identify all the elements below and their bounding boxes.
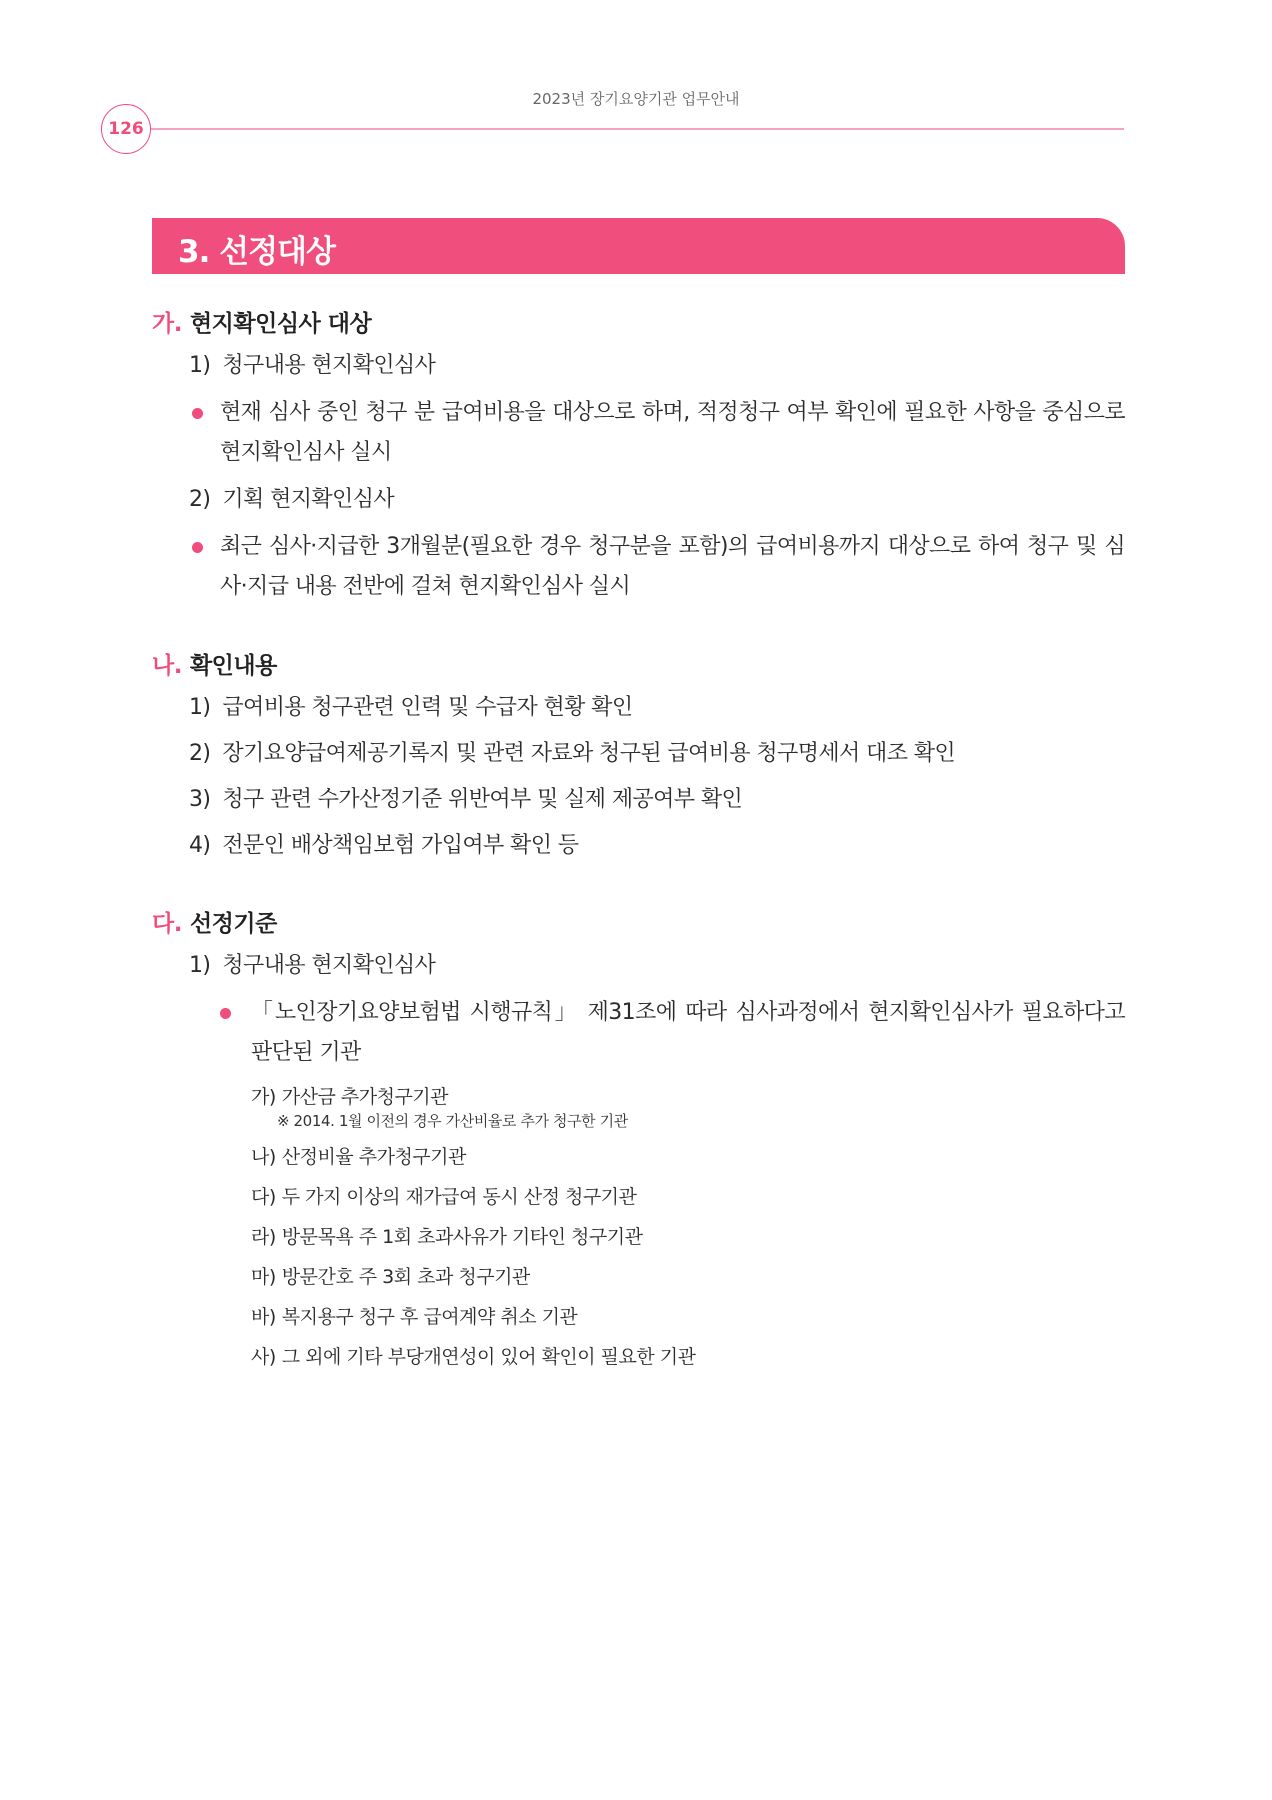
content [152, 305, 1125, 1377]
item-text: 청구내용 현지확인심사 [222, 353, 436, 378]
item-text: 기획 현지확인심사 [222, 487, 395, 512]
item-number: 4) [189, 833, 211, 858]
list-item [152, 477, 1125, 523]
item-text: 전문인 배상책임보험 가입여부 확인 등 [222, 833, 579, 858]
list-item [152, 943, 1125, 989]
sub-item-text: 방문간호 주 3회 초과 청구기관 [281, 1266, 530, 1288]
bullet-text: 최근 심사·지급한 3개월분(필요한 경우 청구분을 포함)의 급여비용까지 대상으로 하여 청구 및 심사·지급 내용 전반에 걸쳐 현지확인심사 실시 [220, 534, 1125, 599]
bullet-dot-icon [192, 542, 203, 553]
sub-item-id: 다) [251, 1186, 276, 1208]
item-number: 3) [189, 787, 211, 812]
list-item [152, 823, 1125, 869]
subsection-title: 확인내용 [189, 653, 277, 679]
note: ※ 2014. 1월 이전의 경우 가산비율로 추가 청구한 기관 [277, 1112, 628, 1130]
page-number-badge: 126 [101, 104, 151, 154]
bullet-text: 「노인장기요양보험법 시행규칙」 제31조에 따라 심사과정에서 현지확인심사가 필요하다고 판단된 기관 [251, 1000, 1125, 1065]
sub-item [152, 1337, 1125, 1377]
sub-item-id: 사) [251, 1346, 276, 1368]
subsection-heading-ga [152, 305, 1125, 343]
header-rule [150, 128, 1124, 130]
item-number: 1) [189, 953, 211, 978]
subsection-mark: 나. [152, 653, 182, 679]
sub-item-id: 나) [251, 1146, 276, 1168]
page-header-title: 2023년 장기요양기관 업무안내 [532, 90, 740, 108]
sub-item-text: 그 외에 기타 부당개연성이 있어 확인이 필요한 기관 [281, 1346, 696, 1368]
sub-item-id: 바) [251, 1306, 276, 1328]
sub-item-text: 산정비율 추가청구기관 [281, 1146, 466, 1168]
sub-item-id: 가) [251, 1086, 276, 1108]
bullet-item [152, 527, 1125, 607]
sub-item [152, 1297, 1125, 1337]
sub-item-text: 가산금 추가청구기관 [281, 1086, 449, 1108]
subsection-heading-na [152, 647, 1125, 685]
sub-item-text: 복지용구 청구 후 급여계약 취소 기관 [281, 1306, 578, 1328]
item-text: 청구 관련 수가산정기준 위반여부 및 실제 제공여부 확인 [222, 787, 743, 812]
bullet-item [152, 393, 1125, 473]
item-text: 급여비용 청구관련 인력 및 수급자 현황 확인 [222, 695, 633, 720]
sub-item [152, 1177, 1125, 1217]
bullet-item [152, 993, 1125, 1073]
list-item [152, 343, 1125, 389]
bullet-text: 현재 심사 중인 청구 분 급여비용을 대상으로 하며, 적정청구 여부 확인에 필요한 사항을 중심으로 현지확인심사 실시 [220, 400, 1125, 465]
subsection-heading-da [152, 905, 1125, 943]
list-item [152, 685, 1125, 731]
item-number: 1) [189, 353, 211, 378]
sub-item-id: 마) [251, 1266, 276, 1288]
bullet-dot-icon [192, 408, 203, 419]
item-number: 2) [189, 487, 211, 512]
section-title: 3. 선정대상 [178, 234, 335, 270]
list-item [152, 777, 1125, 823]
sub-item-id: 라) [251, 1226, 276, 1248]
subsection-title: 선정기준 [189, 911, 277, 937]
item-text: 장기요양급여제공기록지 및 관련 자료와 청구된 급여비용 청구명세서 대조 확인 [222, 741, 956, 766]
subsection-mark: 가. [152, 311, 182, 337]
subsection-mark: 다. [152, 911, 182, 937]
sub-item [152, 1137, 1125, 1177]
item-number: 2) [189, 741, 211, 766]
section-banner [152, 218, 1125, 274]
list-item [152, 731, 1125, 777]
item-text: 청구내용 현지확인심사 [222, 953, 436, 978]
sub-item [152, 1217, 1125, 1257]
item-number: 1) [189, 695, 211, 720]
sub-item-text: 두 가지 이상의 재가급여 동시 산정 청구기관 [281, 1186, 637, 1208]
sub-item [152, 1257, 1125, 1297]
bullet-dot-icon [220, 1008, 231, 1019]
sub-item-text: 방문목욕 주 1회 초과사유가 기타인 청구기관 [281, 1226, 643, 1248]
subsection-title: 현지확인심사 대상 [189, 311, 372, 337]
